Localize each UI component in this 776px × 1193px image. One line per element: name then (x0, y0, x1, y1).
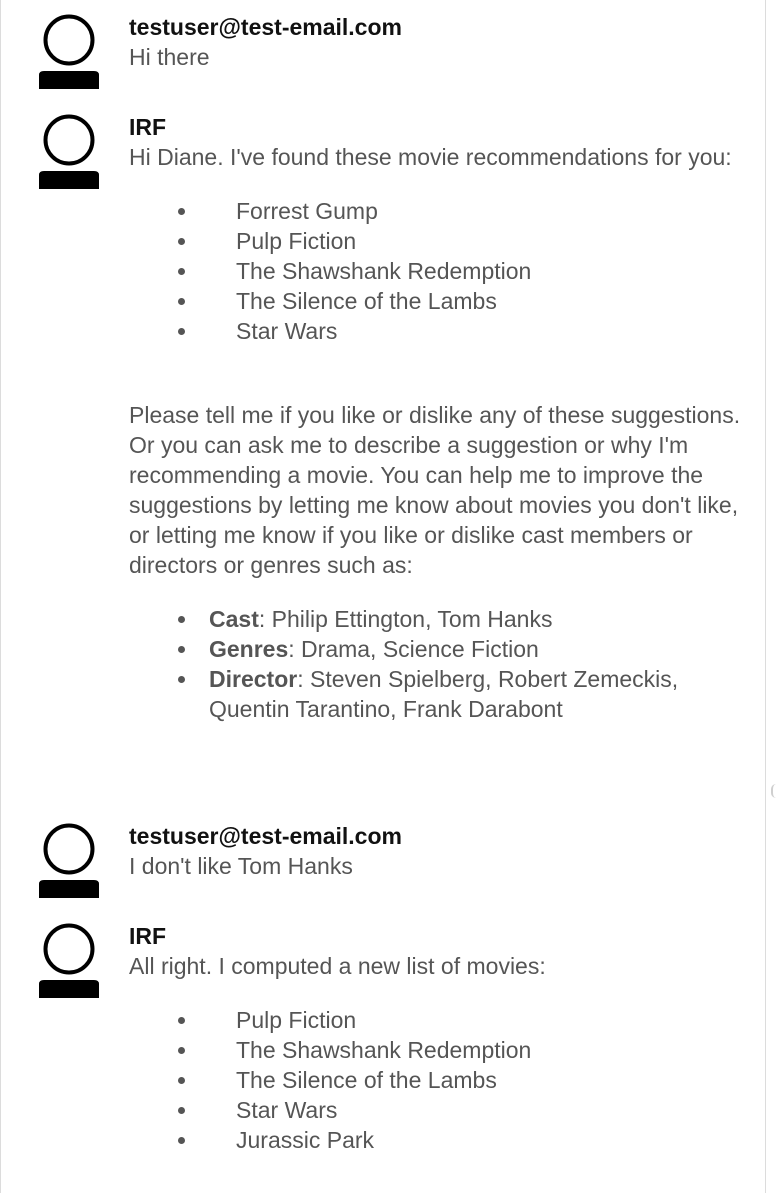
facet-separator: : (288, 636, 302, 662)
list-item (129, 256, 749, 286)
bullet-icon (178, 1137, 185, 1144)
facet-separator: : (258, 606, 272, 632)
list-item (129, 196, 749, 226)
bullet-icon (178, 1017, 185, 1024)
movie-title: The Shawshank Redemption (236, 1037, 532, 1063)
message-text: I don't like Tom Hanks (129, 853, 353, 879)
bullet-icon (178, 616, 185, 623)
facet-values: Steven Spielberg, Robert Zemeckis, Quentin Tarantino, Frank Darabont (209, 666, 679, 722)
bullet-icon (178, 1047, 185, 1054)
message-sender: testuser@test-email.com (129, 14, 402, 40)
list-item (129, 1035, 749, 1065)
user-avatar-icon (39, 13, 101, 93)
facet-list (129, 604, 749, 724)
movie-title: Star Wars (236, 318, 338, 344)
message-sender: IRF (129, 923, 167, 949)
movie-title: Jurassic Park (236, 1127, 375, 1153)
bullet-icon (178, 208, 185, 215)
message-text: All right. I computed a new list of movies: (129, 953, 546, 979)
list-item (129, 1065, 749, 1095)
list-item (129, 1095, 749, 1125)
facet-item-cast (129, 604, 749, 634)
bullet-icon (178, 676, 185, 683)
facet-values: Philip Ettington, Tom Hanks (271, 606, 553, 632)
bullet-icon (178, 298, 185, 305)
message-sender: testuser@test-email.com (129, 823, 402, 849)
list-item (129, 1005, 749, 1035)
bullet-icon (178, 268, 185, 275)
movie-title: The Silence of the Lambs (236, 1067, 497, 1093)
message-text: Hi Diane. I've found these movie recommendations for you: (129, 144, 732, 170)
bullet-icon (178, 1107, 185, 1114)
followup-text: Please tell me if you like or dislike any of these suggestions. Or you can ask me to describe a suggestion or why I'm recommending a movie. You can help me to improve the suggestions by letting me know about movies you don't like, or letting me know if you like or dislike cast members or directors or genres such as: (129, 402, 741, 578)
bot-avatar-icon (39, 113, 101, 193)
scrollbar-edge[interactable] (771, 784, 776, 798)
list-item (129, 226, 749, 256)
movie-title: The Silence of the Lambs (236, 288, 497, 314)
facet-label: Director (209, 666, 298, 692)
facet-item-genres (129, 634, 749, 664)
message-sender: IRF (129, 114, 167, 140)
facet-item-director (129, 664, 749, 724)
movie-title: Forrest Gump (236, 198, 378, 224)
bullet-icon (178, 328, 185, 335)
facet-values: Drama, Science Fiction (301, 636, 539, 662)
user-avatar-icon (39, 822, 101, 902)
movie-title: Pulp Fiction (236, 1007, 357, 1033)
bot-avatar-icon (39, 922, 101, 1002)
movie-list (129, 196, 749, 346)
list-item (129, 316, 749, 346)
list-item (129, 1125, 749, 1155)
list-item (129, 286, 749, 316)
facet-label: Cast (209, 606, 259, 632)
bullet-icon (178, 1077, 185, 1084)
facet-label: Genres (209, 636, 289, 662)
movie-title: Pulp Fiction (236, 228, 357, 254)
bullet-icon (178, 238, 185, 245)
movie-title: Star Wars (236, 1097, 338, 1123)
bullet-icon (178, 646, 185, 653)
movie-list (129, 1005, 749, 1155)
facet-separator: : (297, 666, 310, 692)
movie-title: The Shawshank Redemption (236, 258, 532, 284)
message-text: Hi there (129, 44, 210, 70)
